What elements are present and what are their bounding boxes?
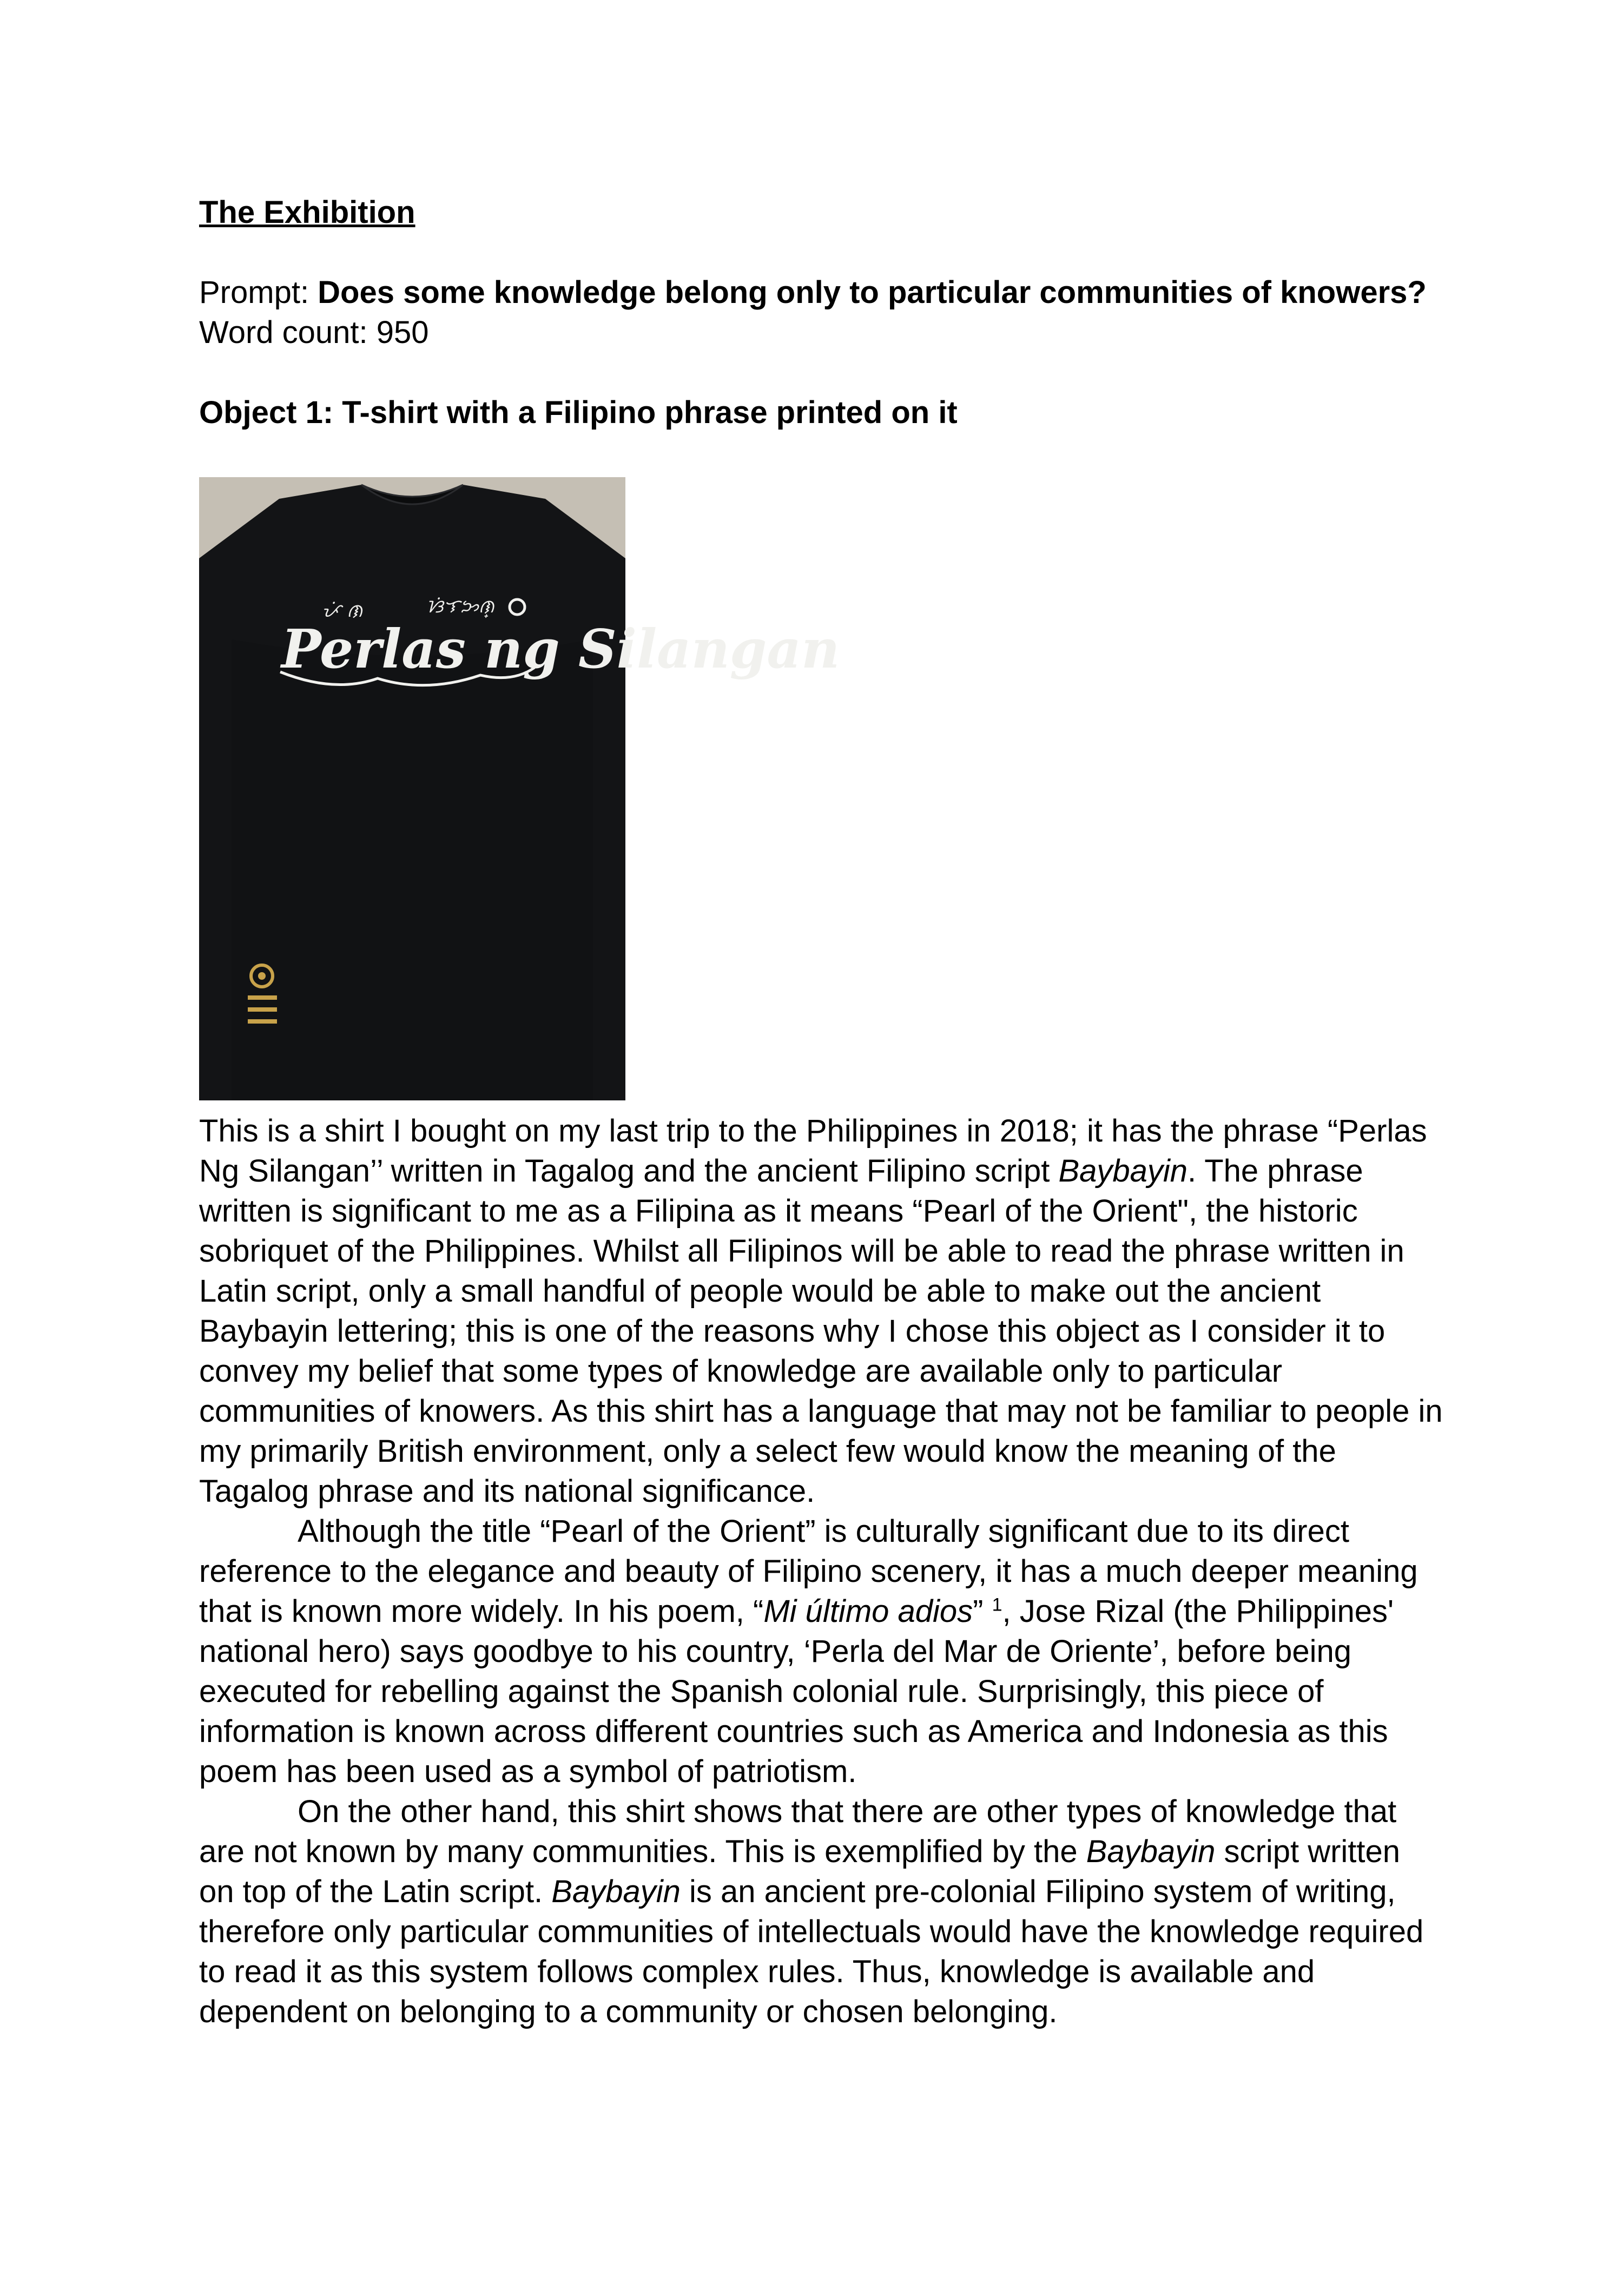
tshirt-shadow <box>232 639 593 1100</box>
prompt-question: Does some knowledge belong only to particular communities of knowers? <box>318 275 1427 310</box>
document-title: The Exhibition <box>199 195 415 230</box>
tshirt-illustration <box>199 477 840 1100</box>
tshirt-photo <box>199 477 840 1100</box>
essay-text <box>199 1111 1443 2032</box>
prompt-line <box>199 273 1443 313</box>
document-body <box>199 193 1443 2032</box>
footnote-marker: 1 <box>992 1594 1002 1615</box>
paragraph-1: This is a shirt I bought on my last trip to the Philippines in 2018; it has the phrase “Perlas Ng Silangan’’ written in Tagalog and the ancient Filipino script Baybayin. The phrase written is significant to me as a Filipina as it means “Pearl of the Orient", the historic sobriquet of the Philippines. Whilst all Filipinos will be able to read the phrase written in Latin script, only a small handful of people would be able to make out the ancient Baybayin lettering; this is one of the reasons why I chose this object as I consider it to convey my belief that some types of knowledge are available only to particular communities of knowers. As this shirt has a language that may not be familiar to people in my primarily British environment, only a select few would know the meaning of the Tagalog phrase and its national significance. <box>199 1113 1443 1509</box>
perlas-ng-silangan-calligraphy <box>280 618 840 685</box>
object-heading: Object 1: T-shirt with a Filipino phrase printed on it <box>199 395 958 430</box>
word-count: Word count: 950 <box>199 315 429 350</box>
paragraph-2: Although the title “Pearl of the Orient” is culturally significant due to its direct reference to the elegance and beauty of Filipino scenery, it has a much deeper meaning that is known more widely. In his poem, “Mi último adios” $^1$, Jose Rizal (the Philippines' national hero) says goodbye to his country, ‘Perla del Mar de Oriente’, before being executed for rebelling against the Spanish colonial rule. Surprisingly, this piece of information is known across different countries such as America and Indonesia as this poem has been used as a symbol of patriotism. <box>199 1514 1418 1789</box>
paragraph-3: On the other hand, this shirt shows that there are other types of knowledge that are not known by many communities. This is exemplified by the Baybayin script written on top of the Latin script. Baybayin is an ancient pre-colonial Filipino system of writing, therefore only particular communities of intellectuals would have the knowledge required to read it as this system follows complex rules. Thus, knowledge is available and dependent on belonging to a community or chosen belonging. <box>199 1794 1424 2029</box>
prompt-label: Prompt: <box>199 275 318 310</box>
svg-text:Perlas ng Silangan: Perlas ng Silangan <box>281 618 840 681</box>
svg-text:ᜐᜒᜎᜅᜈ᜔: ᜐᜒᜎᜅᜈ᜔ <box>426 596 494 617</box>
svg-text:ᜉᜒ ᜈ: ᜉᜒ ᜈ <box>321 600 363 622</box>
